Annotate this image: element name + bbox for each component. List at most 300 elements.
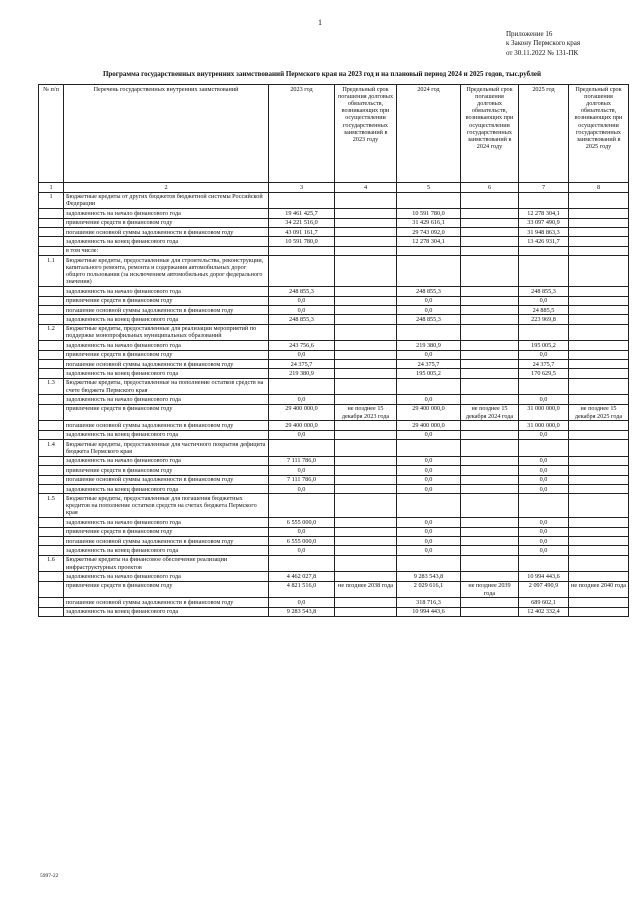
cell-col-2025: 0,0 <box>519 296 569 305</box>
cell-col-2023 <box>269 256 335 287</box>
cell-col-2023 <box>269 192 335 209</box>
cell-col-number: 1 <box>39 192 64 209</box>
cell-col-2024 <box>397 440 461 457</box>
table-row <box>39 324 629 341</box>
cell-col-term-2025 <box>569 350 629 359</box>
cell-col-term-2024 <box>461 572 519 581</box>
borrowing-program-table <box>38 84 629 617</box>
cell-col-2024: 12 278 304,1 <box>397 237 461 246</box>
table-row <box>39 475 629 484</box>
cell-col-2023: 6 555 000,0 <box>269 536 335 545</box>
cell-col-number <box>39 572 64 581</box>
cell-col-2025 <box>519 324 569 341</box>
cell-col-2025 <box>519 440 569 457</box>
cell-col-2023: 6 555 000,0 <box>269 518 335 527</box>
cell-col-2023: 43 091 161,7 <box>269 227 335 236</box>
cell-col-term-2023 <box>335 466 397 475</box>
cell-col-2025: 0,0 <box>519 536 569 545</box>
cell-col-term-2023 <box>335 527 397 536</box>
table-row <box>39 227 629 236</box>
table-row <box>39 305 629 314</box>
cell-col-name: привлечение средств в финансовом году <box>64 404 269 421</box>
cell-col-2025: 24 885,5 <box>519 305 569 314</box>
cell-col-2024 <box>397 555 461 572</box>
cell-col-number <box>39 404 64 421</box>
table-row <box>39 421 629 430</box>
cell-col-name: погашение основной суммы задолженности в финансовом году <box>64 598 269 607</box>
cell-col-2024 <box>397 324 461 341</box>
cell-col-term-2023 <box>335 440 397 457</box>
table-row <box>39 466 629 475</box>
cell-col-2025 <box>519 378 569 395</box>
cell-col-term-2025 <box>569 546 629 555</box>
header-col-name: Перечень государственных внутренних заимствований <box>64 85 269 183</box>
appendix-note <box>506 30 580 58</box>
cell-col-number <box>39 527 64 536</box>
cell-col-number <box>39 430 64 439</box>
cell-col-name: в том числе: <box>64 246 269 255</box>
cell-col-term-2025 <box>569 209 629 218</box>
cell-col-2023: 9 283 543,8 <box>269 607 335 616</box>
cell-col-number <box>39 598 64 607</box>
cell-col-term-2025 <box>569 324 629 341</box>
cell-col-term-2023 <box>335 305 397 314</box>
cell-col-term-2023 <box>335 315 397 324</box>
cell-col-term-2024 <box>461 466 519 475</box>
table-body <box>39 192 629 617</box>
cell-col-term-2024 <box>461 227 519 236</box>
cell-col-2025: 689 602,1 <box>519 598 569 607</box>
table-row <box>39 572 629 581</box>
table-row <box>39 484 629 493</box>
cell-col-2025: 12 278 304,1 <box>519 209 569 218</box>
cell-col-number <box>39 360 64 369</box>
cell-col-term-2024 <box>461 296 519 305</box>
column-number-row <box>39 183 629 192</box>
cell-col-number <box>39 305 64 314</box>
cell-col-term-2024 <box>461 324 519 341</box>
cell-col-number <box>39 484 64 493</box>
cell-col-term-2025 <box>569 237 629 246</box>
cell-col-2025: 12 402 332,4 <box>519 607 569 616</box>
cell-col-term-2025 <box>569 296 629 305</box>
table-row <box>39 395 629 404</box>
cell-col-term-2023 <box>335 598 397 607</box>
cell-col-2025: 0,0 <box>519 546 569 555</box>
cell-col-name: задолженность на начало финансового года <box>64 518 269 527</box>
cell-col-name: погашение основной суммы задолженности в финансовом году <box>64 475 269 484</box>
cell-col-2025: 0,0 <box>519 475 569 484</box>
cell-col-2023 <box>269 324 335 341</box>
cell-col-name: привлечение средств в финансовом году <box>64 350 269 359</box>
cell-col-number <box>39 518 64 527</box>
cell-col-2025: 2 097 490,9 <box>519 581 569 598</box>
cell-col-term-2023 <box>335 360 397 369</box>
cell-col-2023: 0,0 <box>269 466 335 475</box>
cell-col-name: Бюджетные кредиты, предоставленные на пополнение остатков средств на счете бюджета Пермского края <box>64 378 269 395</box>
column-number-cell: 1 <box>39 183 64 192</box>
cell-col-term-2023 <box>335 555 397 572</box>
cell-col-2023: 7 111 786,0 <box>269 475 335 484</box>
cell-col-term-2024 <box>461 218 519 227</box>
cell-col-term-2023 <box>335 369 397 378</box>
cell-col-name: привлечение средств в финансовом году <box>64 296 269 305</box>
document-title: Программа государственных внутренних заимствований Пермского края на 2023 год и на плановый период 2024 и 2025 годов, тыс.рублей <box>102 70 542 78</box>
cell-col-name: привлечение средств в финансовом году <box>64 466 269 475</box>
cell-col-number <box>39 421 64 430</box>
cell-col-number <box>39 475 64 484</box>
cell-col-term-2023 <box>335 421 397 430</box>
cell-col-term-2024 <box>461 536 519 545</box>
table-row <box>39 518 629 527</box>
cell-col-name: задолженность на начало финансового года <box>64 456 269 465</box>
cell-col-term-2025 <box>569 440 629 457</box>
cell-col-2024 <box>397 256 461 287</box>
cell-col-2023: 24 375,7 <box>269 360 335 369</box>
cell-col-term-2024 <box>461 341 519 350</box>
cell-col-term-2025 <box>569 360 629 369</box>
cell-col-term-2024 <box>461 246 519 255</box>
cell-col-2023: 248 855,3 <box>269 315 335 324</box>
cell-col-2024: 318 716,3 <box>397 598 461 607</box>
table-row <box>39 218 629 227</box>
appendix-line: от 30.11.2022 № 131-ПК <box>506 48 579 57</box>
table-row <box>39 430 629 439</box>
cell-col-number <box>39 546 64 555</box>
cell-col-number <box>39 296 64 305</box>
cell-col-number <box>39 581 64 598</box>
cell-col-2023: 7 111 786,0 <box>269 456 335 465</box>
cell-col-term-2025 <box>569 475 629 484</box>
cell-col-number: 1.4 <box>39 440 64 457</box>
cell-col-term-2025 <box>569 192 629 209</box>
cell-col-2025: 223 969,8 <box>519 315 569 324</box>
cell-col-2023 <box>269 440 335 457</box>
cell-col-term-2023 <box>335 246 397 255</box>
cell-col-term-2023 <box>335 475 397 484</box>
cell-col-2023: 219 380,9 <box>269 369 335 378</box>
cell-col-term-2023 <box>335 227 397 236</box>
column-number-cell: 2 <box>64 183 269 192</box>
cell-col-term-2023 <box>335 395 397 404</box>
cell-col-2025 <box>519 555 569 572</box>
cell-col-term-2023 <box>335 536 397 545</box>
column-number-cell: 4 <box>335 183 397 192</box>
cell-col-name: привлечение средств в финансовом году <box>64 527 269 536</box>
cell-col-name: привлечение средств в финансовом году <box>64 581 269 598</box>
table-row <box>39 378 629 395</box>
table-row <box>39 296 629 305</box>
cell-col-2024: 219 380,9 <box>397 341 461 350</box>
cell-col-term-2024 <box>461 456 519 465</box>
cell-col-2025: 0,0 <box>519 518 569 527</box>
column-number-cell: 7 <box>519 183 569 192</box>
cell-col-2024: 195 005,2 <box>397 369 461 378</box>
cell-col-term-2024 <box>461 546 519 555</box>
cell-col-2025: 33 097 490,9 <box>519 218 569 227</box>
cell-col-name: погашение основной суммы задолженности в финансовом году <box>64 360 269 369</box>
cell-col-name: задолженность на конец финансового года <box>64 607 269 616</box>
cell-col-name: задолженность на начало финансового года <box>64 341 269 350</box>
table-row <box>39 350 629 359</box>
cell-col-2024: 0,0 <box>397 475 461 484</box>
cell-col-2024: 24 375,7 <box>397 360 461 369</box>
cell-col-2023: 29 400 000,0 <box>269 404 335 421</box>
column-number-cell: 8 <box>569 183 629 192</box>
cell-col-number <box>39 246 64 255</box>
cell-col-2024: 29 743 092,0 <box>397 227 461 236</box>
cell-col-number <box>39 227 64 236</box>
cell-col-term-2024 <box>461 360 519 369</box>
footer-code: 5997-22 <box>40 873 59 879</box>
cell-col-term-2024 <box>461 494 519 518</box>
cell-col-term-2025 <box>569 484 629 493</box>
cell-col-term-2023: не позднее 2038 года <box>335 581 397 598</box>
table-row <box>39 581 629 598</box>
table-row <box>39 527 629 536</box>
cell-col-2025: 31 000 000,0 <box>519 404 569 421</box>
cell-col-name: задолженность на начало финансового года <box>64 287 269 296</box>
cell-col-term-2023 <box>335 218 397 227</box>
cell-col-term-2025 <box>569 536 629 545</box>
cell-col-2025: 24 375,7 <box>519 360 569 369</box>
cell-col-2023 <box>269 555 335 572</box>
cell-col-term-2025: не позднее 15 декабря 2025 года <box>569 404 629 421</box>
cell-col-2023: 4 462 027,8 <box>269 572 335 581</box>
cell-col-2024: 0,0 <box>397 546 461 555</box>
cell-col-number <box>39 395 64 404</box>
column-number-cell: 6 <box>461 183 519 192</box>
cell-col-2023: 0,0 <box>269 598 335 607</box>
cell-col-term-2024: не позднее 2039 года <box>461 581 519 598</box>
cell-col-name: задолженность на начало финансового года <box>64 209 269 218</box>
table-row <box>39 607 629 616</box>
cell-col-term-2024 <box>461 607 519 616</box>
cell-col-2023: 0,0 <box>269 484 335 493</box>
cell-col-number <box>39 607 64 616</box>
table-row <box>39 440 629 457</box>
cell-col-term-2024 <box>461 350 519 359</box>
cell-col-2025: 170 629,5 <box>519 369 569 378</box>
cell-col-2025: 0,0 <box>519 350 569 359</box>
cell-col-term-2025: не позднее 2040 года <box>569 581 629 598</box>
table-row <box>39 598 629 607</box>
cell-col-2023: 34 221 516,0 <box>269 218 335 227</box>
cell-col-2024: 248 855,3 <box>397 287 461 296</box>
cell-col-2023: 0,0 <box>269 546 335 555</box>
cell-col-2024: 0,0 <box>397 430 461 439</box>
cell-col-term-2025 <box>569 518 629 527</box>
cell-col-term-2023 <box>335 572 397 581</box>
cell-col-2025: 0,0 <box>519 395 569 404</box>
cell-col-name: привлечение средств в финансовом году <box>64 218 269 227</box>
appendix-line: Приложение 16 <box>506 30 553 38</box>
cell-col-number <box>39 369 64 378</box>
cell-col-term-2025 <box>569 246 629 255</box>
cell-col-name: погашение основной суммы задолженности в финансовом году <box>64 536 269 545</box>
cell-col-2024: 0,0 <box>397 536 461 545</box>
header-col-number: № п/п <box>39 85 64 183</box>
cell-col-number: 1.2 <box>39 324 64 341</box>
header-col-2024: 2024 год <box>397 85 461 183</box>
cell-col-number: 1.5 <box>39 494 64 518</box>
cell-col-term-2023 <box>335 484 397 493</box>
cell-col-term-2024 <box>461 555 519 572</box>
page-number: 1 <box>318 18 322 27</box>
cell-col-number <box>39 237 64 246</box>
cell-col-term-2024 <box>461 256 519 287</box>
cell-col-term-2024 <box>461 192 519 209</box>
cell-col-2025: 13 426 931,7 <box>519 237 569 246</box>
cell-col-term-2025 <box>569 430 629 439</box>
cell-col-term-2023 <box>335 287 397 296</box>
cell-col-2023 <box>269 494 335 518</box>
cell-col-name: задолженность на конец финансового года <box>64 484 269 493</box>
cell-col-2025 <box>519 192 569 209</box>
cell-col-term-2023 <box>335 209 397 218</box>
cell-col-2023: 0,0 <box>269 527 335 536</box>
cell-col-number <box>39 209 64 218</box>
header-col-term-2025: Предельный срок погашения долговых обязательств, возникающих при осуществлении государственных заимствований в 2025 году <box>569 85 629 183</box>
cell-col-2025 <box>519 256 569 287</box>
cell-col-term-2025 <box>569 395 629 404</box>
appendix-line: к Закону Пермского края <box>506 39 581 48</box>
cell-col-term-2023 <box>335 296 397 305</box>
table-row <box>39 546 629 555</box>
table-row <box>39 237 629 246</box>
cell-col-term-2025 <box>569 456 629 465</box>
cell-col-2025: 0,0 <box>519 456 569 465</box>
cell-col-2024 <box>397 246 461 255</box>
cell-col-term-2024 <box>461 421 519 430</box>
cell-col-term-2023 <box>335 341 397 350</box>
cell-col-term-2024 <box>461 527 519 536</box>
cell-col-2023 <box>269 378 335 395</box>
table-row <box>39 246 629 255</box>
cell-col-2024 <box>397 378 461 395</box>
cell-col-number <box>39 341 64 350</box>
cell-col-term-2024 <box>461 475 519 484</box>
cell-col-2024: 0,0 <box>397 350 461 359</box>
cell-col-2025: 10 994 443,6 <box>519 572 569 581</box>
cell-col-2024: 10 591 780,0 <box>397 209 461 218</box>
table-row <box>39 494 629 518</box>
table-row <box>39 369 629 378</box>
cell-col-term-2025 <box>569 305 629 314</box>
cell-col-term-2024 <box>461 484 519 493</box>
cell-col-2023: 0,0 <box>269 350 335 359</box>
cell-col-name: погашение основной суммы задолженности в финансовом году <box>64 227 269 236</box>
cell-col-2024: 0,0 <box>397 456 461 465</box>
table-row <box>39 287 629 296</box>
cell-col-2023: 248 855,3 <box>269 287 335 296</box>
table-row <box>39 341 629 350</box>
cell-col-number <box>39 466 64 475</box>
cell-col-2024: 2 029 616,1 <box>397 581 461 598</box>
cell-col-term-2024 <box>461 315 519 324</box>
table-row <box>39 404 629 421</box>
cell-col-2023: 0,0 <box>269 296 335 305</box>
cell-col-name: задолженность на конец финансового года <box>64 237 269 246</box>
cell-col-term-2024 <box>461 378 519 395</box>
cell-col-number <box>39 456 64 465</box>
cell-col-2024: 0,0 <box>397 395 461 404</box>
cell-col-term-2025 <box>569 218 629 227</box>
header-col-term-2024: Предельный срок погашения долговых обязательств, возникающих при осуществлении государственных заимствований в 2024 году <box>461 85 519 183</box>
cell-col-term-2025 <box>569 287 629 296</box>
cell-col-name: задолженность на конец финансового года <box>64 369 269 378</box>
cell-col-term-2024 <box>461 287 519 296</box>
cell-col-2023: 10 591 780,0 <box>269 237 335 246</box>
cell-col-2024: 0,0 <box>397 305 461 314</box>
cell-col-2025: 31 948 863,3 <box>519 227 569 236</box>
header-col-term-2023: Предельный срок погашения долговых обязательств, возникающих при осуществлении государственных заимствований в 2023 году <box>335 85 397 183</box>
cell-col-2024: 31 429 616,1 <box>397 218 461 227</box>
cell-col-term-2024 <box>461 369 519 378</box>
cell-col-2023: 19 461 425,7 <box>269 209 335 218</box>
cell-col-term-2024: не позднее 15 декабря 2024 года <box>461 404 519 421</box>
cell-col-term-2023 <box>335 518 397 527</box>
cell-col-2024: 0,0 <box>397 527 461 536</box>
cell-col-name: погашение основной суммы задолженности в финансовом году <box>64 305 269 314</box>
cell-col-term-2023 <box>335 546 397 555</box>
cell-col-number <box>39 315 64 324</box>
cell-col-term-2023 <box>335 350 397 359</box>
cell-col-name: Бюджетные кредиты, предоставленные для погашения бюджетных кредитов на пополнение остатков средств на счетах бюджета Пермского края <box>64 494 269 518</box>
cell-col-term-2023: не позднее 15 декабря 2023 года <box>335 404 397 421</box>
cell-col-term-2023 <box>335 456 397 465</box>
table-row <box>39 192 629 209</box>
cell-col-number: 1.6 <box>39 555 64 572</box>
cell-col-term-2023 <box>335 494 397 518</box>
cell-col-term-2023 <box>335 430 397 439</box>
cell-col-name: задолженность на конец финансового года <box>64 315 269 324</box>
cell-col-number <box>39 350 64 359</box>
cell-col-term-2024 <box>461 518 519 527</box>
cell-col-2023: 29 400 000,0 <box>269 421 335 430</box>
cell-col-2025: 248 855,3 <box>519 287 569 296</box>
cell-col-term-2025 <box>569 341 629 350</box>
cell-col-2025: 0,0 <box>519 466 569 475</box>
cell-col-2024: 29 400 000,0 <box>397 404 461 421</box>
cell-col-2024: 10 994 443,6 <box>397 607 461 616</box>
cell-col-name: задолженность на начало финансового года <box>64 572 269 581</box>
cell-col-term-2024 <box>461 430 519 439</box>
cell-col-2024: 0,0 <box>397 518 461 527</box>
cell-col-term-2023 <box>335 237 397 246</box>
cell-col-2024: 9 283 543,8 <box>397 572 461 581</box>
table-row <box>39 360 629 369</box>
cell-col-term-2025 <box>569 598 629 607</box>
cell-col-term-2025 <box>569 256 629 287</box>
cell-col-number <box>39 218 64 227</box>
column-number-cell: 5 <box>397 183 461 192</box>
cell-col-2025 <box>519 494 569 518</box>
cell-col-term-2024 <box>461 237 519 246</box>
cell-col-name: Бюджетные кредиты, предоставленные для реализации мероприятий по поддержке монопрофильных муниципальных образований <box>64 324 269 341</box>
cell-col-term-2025 <box>569 555 629 572</box>
cell-col-term-2025 <box>569 527 629 536</box>
cell-col-2024: 0,0 <box>397 484 461 493</box>
cell-col-2025: 0,0 <box>519 484 569 493</box>
cell-col-term-2023 <box>335 324 397 341</box>
cell-col-term-2025 <box>569 572 629 581</box>
cell-col-term-2025 <box>569 494 629 518</box>
table-header-row <box>39 85 629 183</box>
column-number-cell: 3 <box>269 183 335 192</box>
cell-col-2025: 31 000 000,0 <box>519 421 569 430</box>
cell-col-term-2025 <box>569 378 629 395</box>
